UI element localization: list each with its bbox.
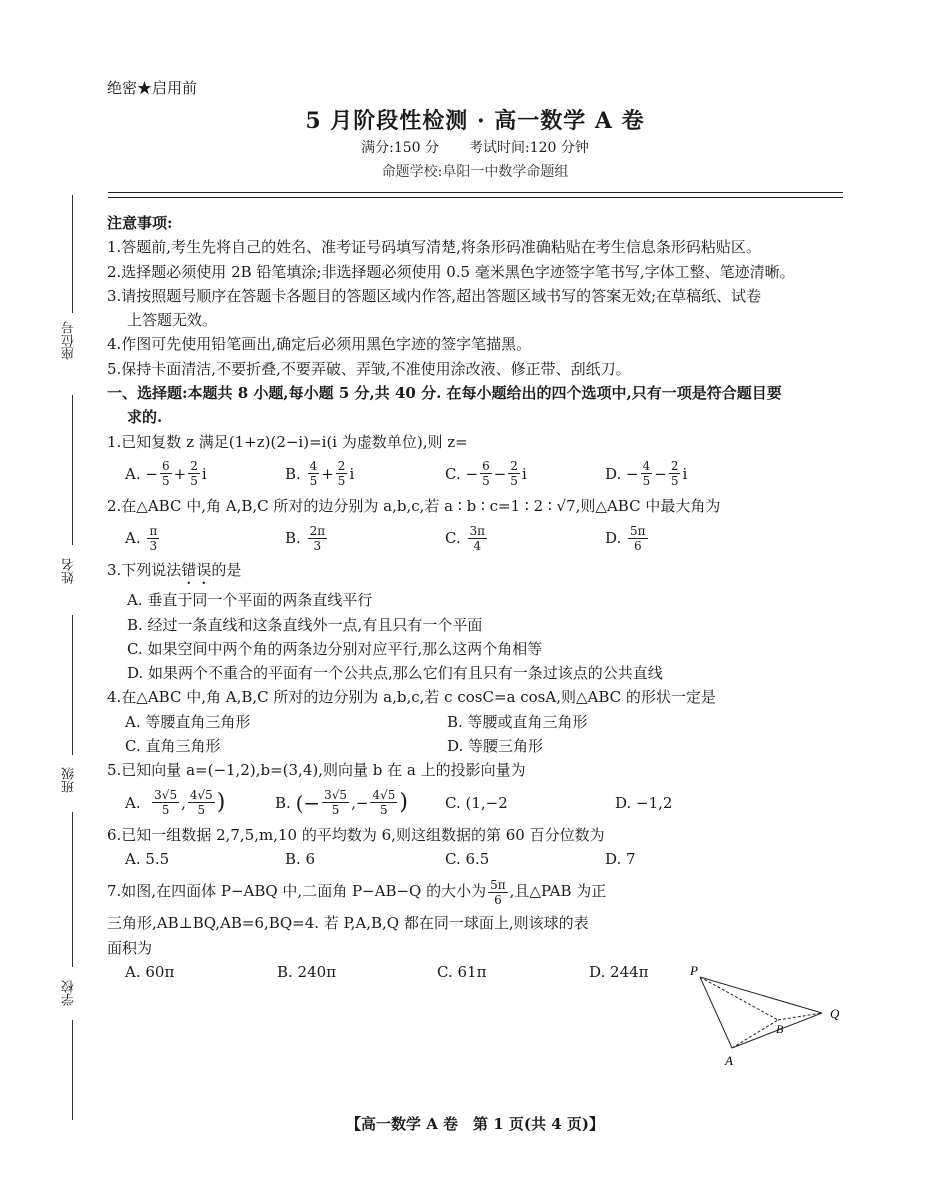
edge-pq xyxy=(700,977,822,1013)
class-label: 班级 xyxy=(62,767,77,793)
page-footer: 【高一数学 A 卷 第 1 页(共 4 页)】 xyxy=(345,1115,605,1133)
question-7-stem-line2: 三角形,AB⊥BQ,AB=6,BQ=4. 若 P,A,B,Q 都在同一球面上,则该球的表 xyxy=(107,914,589,933)
vertex-label-q: Q xyxy=(830,1006,840,1021)
option-d: D. $\frac{5\pi}{6}$ xyxy=(605,523,646,553)
question-1-options xyxy=(107,454,847,494)
binding-line xyxy=(72,615,73,755)
seat-number-label: 座位号 xyxy=(62,321,77,361)
header-divider-thick xyxy=(108,192,843,193)
option-a: A. $\frac{\pi}{3}$ xyxy=(125,523,158,553)
notice-item: 1.答题前,考生先将自己的姓名、准考证号码填写清楚,将条形码准确粘贴在考生信息条形码粘贴区。 xyxy=(107,238,761,257)
exam-title: 5 月阶段性检测 · 高一数学 A 卷 xyxy=(305,108,645,134)
option-b: B. 240π xyxy=(277,962,337,981)
question-2-stem: 2.在△ABC 中,角 A,B,C 所对的边分别为 a,b,c,若 a ∶ b ∶ c=1 ∶ 2 ∶ √7,则△ABC 中最大角为 xyxy=(107,496,721,515)
name-label: 姓名 xyxy=(62,558,77,584)
option-b: B. 6 xyxy=(285,849,316,868)
option-b: B. 经过一条直线和这条直线外一点,有且只有一个平面 xyxy=(127,615,483,634)
option-b: B. (− $\frac{3√5}{5}$ ,− $\frac{4√5}{5}$ ) xyxy=(275,788,408,818)
edge-ab xyxy=(732,1020,778,1048)
option-c: C. $\frac{3\pi}{4}$ xyxy=(445,523,486,553)
option-a: A. 垂直于同一个平面的两条直线平行 xyxy=(127,591,373,610)
option-a: A. 5.5 xyxy=(125,849,170,868)
option-b: B. $\frac{2\pi}{3}$ xyxy=(285,523,326,553)
option-d: D. − $\frac{4}{5}$ − $\frac{2}{5}$ i xyxy=(605,459,688,489)
option-c: C. 61π xyxy=(437,962,487,981)
option-c: C. − $\frac{6}{5}$ − $\frac{2}{5}$ i xyxy=(445,459,527,489)
option-d: D. 7 xyxy=(605,849,636,868)
question-6-stem: 6.已知一组数据 2,7,5,m,10 的平均数为 6,则这组数据的第 60 百分位数为 xyxy=(107,825,605,844)
confidential-mark: 绝密★启用前 xyxy=(107,79,198,97)
notice-item: 5.保持卡面清洁,不要折叠,不要弄破、弄皱,不准使用涂改液、修正带、刮纸刀。 xyxy=(107,359,631,378)
exam-time: 考试时间:120 分钟 xyxy=(469,140,589,156)
option-c: C. 直角三角形 xyxy=(125,737,221,756)
exam-content xyxy=(107,211,847,984)
school-label: 学校 xyxy=(62,980,77,1006)
question-5-stem: 5.已知向量 a=(−1,2),b=(3,4),则向量 b 在 a 上的投影向量为 xyxy=(107,761,526,780)
notice-item: 2.选择题必须使用 2B 铅笔填涂;非选择题必须使用 0.5 毫米黑色字迹签字笔书写,字体工整、笔迹清晰。 xyxy=(107,262,795,281)
option-d: D. 244π xyxy=(589,962,649,981)
option-c: C. 如果空间中两个角的两条边分别对应平行,那么这两个角相等 xyxy=(127,639,543,658)
option-d: D. 如果两个不重合的平面有一个公共点,那么它们有且只有一条过该点的公共直线 xyxy=(127,664,663,683)
section-heading-continued: 求的. xyxy=(127,408,163,427)
question-3-stem: 3.下列说法错误的是 xyxy=(107,561,242,580)
option-a: A. 等腰直角三角形 xyxy=(125,712,251,731)
question-4-options-row1 xyxy=(107,710,847,734)
question-7-stem-line3: 面积为 xyxy=(107,938,153,957)
full-score: 满分:150 分 xyxy=(361,140,439,156)
vertex-label-p: P xyxy=(690,965,698,978)
question-6-options xyxy=(107,847,847,871)
option-b: B. 等腰或直角三角形 xyxy=(447,712,588,731)
binding-line xyxy=(72,395,73,545)
question-7-stem: 7.如图,在四面体 P−ABQ 中,二面角 P−AB−Q 的大小为 $\frac{5\pi}{6}$ ,且△PAB 为正 xyxy=(107,877,607,907)
header-divider-thin xyxy=(108,197,843,198)
section-heading: 一、选择题:本题共 8 小题,每小题 5 分,共 40 分. 在每小题给出的四个选项中,只有一项是符合题目要 xyxy=(107,384,782,403)
option-c: C. 6.5 xyxy=(445,849,490,868)
option-a: A. − $\frac{6}{5}$ + $\frac{2}{5}$ i xyxy=(125,459,207,489)
notice-title: 注意事项: xyxy=(107,214,173,232)
binding-line xyxy=(72,812,73,967)
question-4-options-row2 xyxy=(107,734,847,758)
tetrahedron-figure xyxy=(690,965,850,1075)
question-2-options xyxy=(107,518,847,558)
option-a: A. 60π xyxy=(125,962,175,981)
question-1-stem: 1.已知复数 z 满足(1+z)(2−i)=i(i 为虚数单位),则 z= xyxy=(107,432,468,451)
exam-meta xyxy=(0,137,950,157)
notice-item: 3.请按照题号顺序在答题卡各题目的答题区域内作答,超出答题区域书写的答案无效;在草稿纸、试卷 xyxy=(107,286,762,305)
edge-pb xyxy=(700,977,778,1020)
emphasis-text: 错误 xyxy=(181,561,212,580)
notice-item: 4.作图可先使用铅笔画出,确定后必须用黑色字迹的签字笔描黑。 xyxy=(107,335,532,354)
question-4-stem: 4.在△ABC 中,角 A,B,C 所对的边分别为 a,b,c,若 c cosC=a cosA,则△ABC 的形状一定是 xyxy=(107,688,716,707)
author-school: 命题学校:阜阳一中数学命题组 xyxy=(381,164,569,180)
notice-item-continued: 上答题无效。 xyxy=(127,311,218,330)
option-a: A. $\frac{3√5}{5}$ , $\frac{4√5}{5}$ ) xyxy=(125,788,226,818)
option-c: C. (1,−2 xyxy=(445,793,508,812)
option-b: B. $\frac{4}{5}$ + $\frac{2}{5}$ i xyxy=(285,459,355,489)
vertex-label-a: A xyxy=(725,1053,733,1068)
option-d: D. 等腰三角形 xyxy=(447,737,544,756)
edge-bq xyxy=(778,1013,822,1020)
option-d: D. −1,2 xyxy=(615,793,673,812)
question-5-options xyxy=(107,783,847,823)
binding-line xyxy=(72,195,73,313)
vertex-label-b: B xyxy=(776,1022,784,1036)
edge-pa xyxy=(700,977,732,1048)
binding-line xyxy=(72,1020,73,1120)
